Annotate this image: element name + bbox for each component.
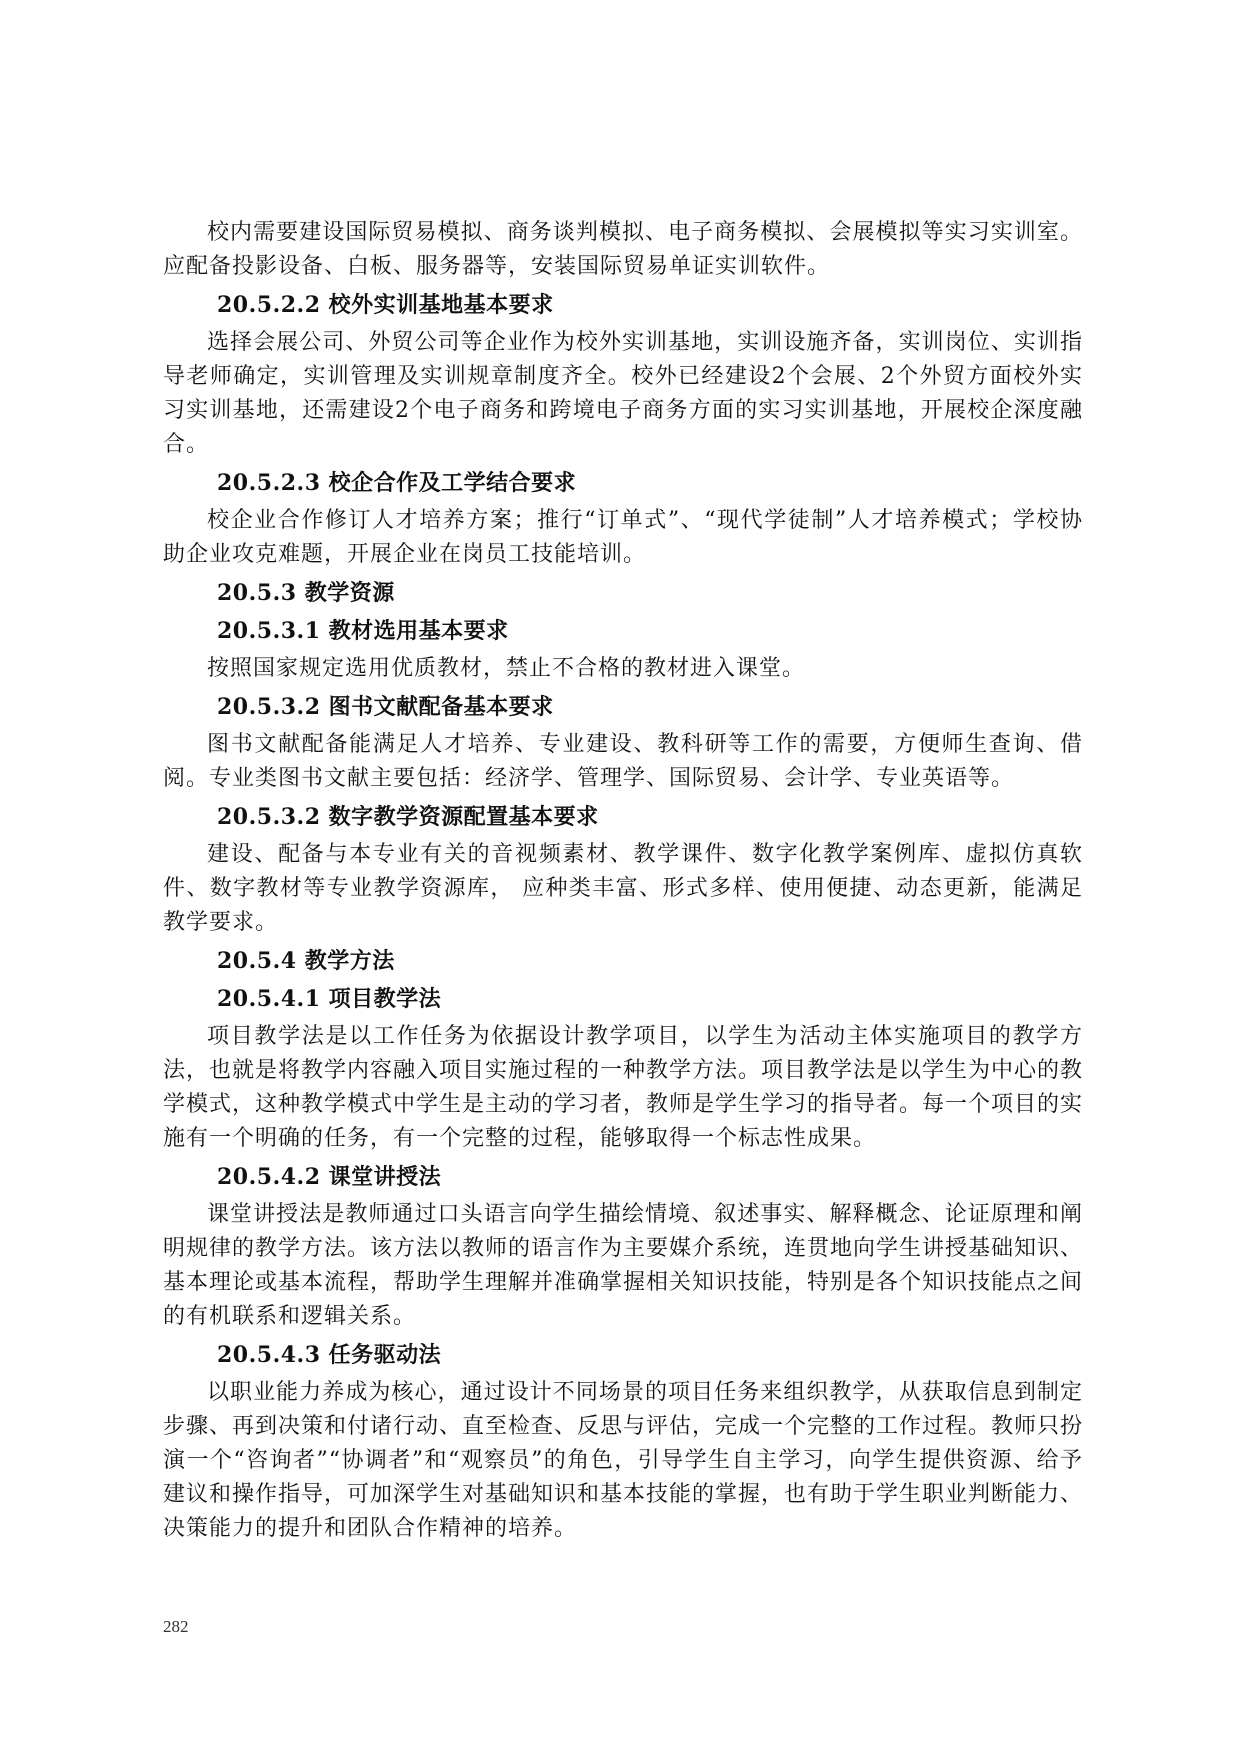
heading-off-campus-training-base: 20.5.2.2 校外实训基地基本要求 xyxy=(217,292,554,318)
paragraph-digital-resources: 建设、配备与本专业有关的音视频素材、教学课件、数字化教学案例库、虚拟仿真软件、数字教材等专业教学资源库， 应种类丰富、形式多样、使用便捷、动态更新，能满足教学要求。 xyxy=(163,842,1083,935)
page-number: 282 xyxy=(163,1617,189,1636)
heading-teaching-resources: 20.5.3 教学资源 xyxy=(217,580,395,606)
heading-project-teaching: 20.5.4.1 项目教学法 xyxy=(217,986,442,1012)
paragraph-school-enterprise-cooperation: 校企业合作修订人才培养方案；推行“订单式”、“现代学徒制”人才培养模式；学校协助企业攻克难题，开展企业在岗员工技能培训。 xyxy=(163,508,1083,567)
paragraph-campus-training-rooms: 校内需要建设国际贸易模拟、商务谈判模拟、电子商务模拟、会展模拟等实习实训室。应配备投影设备、白板、服务器等，安装国际贸易单证实训软件。 xyxy=(163,220,1083,279)
heading-digital-resources: 20.5.3.2 数字教学资源配置基本要求 xyxy=(217,804,599,830)
paragraph-library-resources: 图书文献配备能满足人才培养、专业建设、教科研等工作的需要，方便师生查询、借阅。专业类图书文献主要包括：经济学、管理学、国际贸易、会计学、专业英语等。 xyxy=(163,732,1083,791)
heading-teaching-methods: 20.5.4 教学方法 xyxy=(217,948,395,974)
heading-task-driven-method: 20.5.4.3 任务驱动法 xyxy=(217,1342,442,1368)
paragraph-lecture-method: 课堂讲授法是教师通过口头语言向学生描绘情境、叙述事实、解释概念、论证原理和阐明规律的教学方法。该方法以教师的语言作为主要媒介系统，连贯地向学生讲授基础知识、基本理论或基本流程，帮助学生理解并准确掌握相关知识技能，特别是各个知识技能点之间的有机联系和逻辑关系。 xyxy=(163,1202,1084,1329)
paragraph-textbook-selection: 按照国家规定选用优质教材，禁止不合格的教材进入课堂。 xyxy=(207,656,806,681)
document-body xyxy=(163,216,1083,1548)
heading-library-resources: 20.5.3.2 图书文献配备基本要求 xyxy=(217,694,554,720)
heading-lecture-method: 20.5.4.2 课堂讲授法 xyxy=(217,1164,442,1190)
paragraph-project-teaching: 项目教学法是以工作任务为依据设计教学项目，以学生为活动主体实施项目的教学方法，也就是将教学内容融入项目实施过程的一种教学方法。项目教学法是以学生为中心的教学模式，这种教学模式中学生是主动的学习者，教师是学生学习的指导者。每一个项目的实施有一个明确的任务，有一个完整的过程，能够取得一个标志性成果。 xyxy=(163,1024,1084,1151)
heading-school-enterprise-cooperation: 20.5.2.3 校企合作及工学结合要求 xyxy=(217,470,577,496)
paragraph-task-driven-method: 以职业能力养成为核心，通过设计不同场景的项目任务来组织教学，从获取信息到制定步骤、再到决策和付诸行动、直至检查、反思与评估，完成一个完整的工作过程。教师只扮演一个“咨询者”“协调者”和“观察员”的角色，引导学生自主学习，向学生提供资源、给予建议和操作指导，可加深学生对基础知识和基本技能的掌握，也有助于学生职业判断能力、决策能力的提升和团队合作精神的培养。 xyxy=(163,1380,1084,1541)
heading-textbook-selection: 20.5.3.1 教材选用基本要求 xyxy=(217,618,509,644)
paragraph-off-campus-training-base: 选择会展公司、外贸公司等企业作为校外实训基地，实训设施齐备，实训岗位、实训指导老师确定，实训管理及实训规章制度齐全。校外已经建设2个会展、2个外贸方面校外实习实训基地，还需建设2个电子商务和跨境电子商务方面的实习实训基地，开展校企深度融合。 xyxy=(163,330,1084,457)
